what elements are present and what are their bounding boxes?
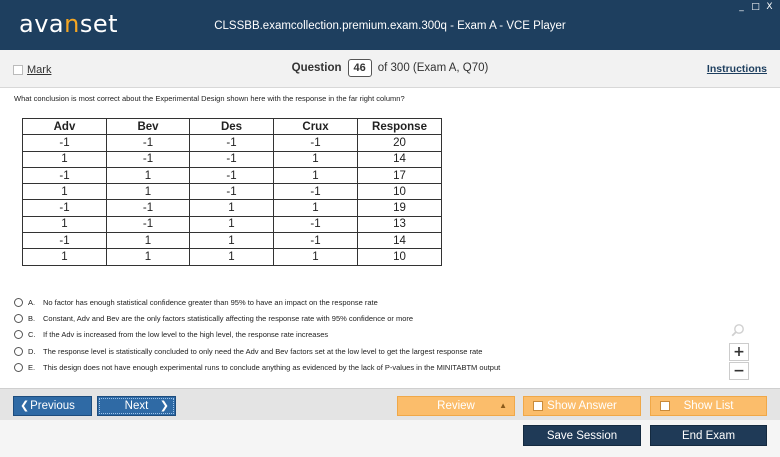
mark-label: Mark [27,64,52,76]
column-header: Adv [23,119,107,135]
bottom-bar [0,420,780,457]
table-cell: 1 [23,184,107,200]
table-cell: 14 [358,151,442,167]
option-letter: C. [28,330,36,340]
next-label: Next [124,400,149,412]
table-cell: 1 [190,216,274,232]
table-cell: 1 [190,200,274,216]
zoom-out-button[interactable]: − [729,362,749,380]
show-list-label: Show List [683,400,734,412]
triangle-up-icon: ▲ [499,401,507,410]
table-cell: -1 [274,233,358,249]
save-session-button[interactable]: Save Session [523,425,641,446]
question-of-label: of 300 (Exam A, Q70) [377,62,489,74]
table-cell: 14 [358,233,442,249]
option-text: No factor has enough statistical confidence greater than 95% to have an impact on the response rate [43,297,378,307]
table-cell: -1 [107,216,190,232]
table-cell: 1 [107,184,190,200]
table-cell: 1 [107,249,190,265]
zoom-in-button[interactable]: + [729,343,749,361]
question-label: Question [291,62,342,74]
table-cell: -1 [190,167,274,183]
show-list-toggle[interactable] [650,396,767,416]
design-table [22,118,442,266]
checkbox-icon[interactable] [533,401,543,411]
option-text: This design does not have enough experimental runs to conclude anything as evidenced by the lack of P-values in the MINITABTM output [43,363,501,373]
maximize-icon[interactable]: □ [751,2,760,12]
checkbox-icon[interactable] [660,401,670,411]
previous-label: Previous [30,400,75,412]
table-row [23,151,442,167]
answer-option-d[interactable] [14,343,714,359]
table-cell: -1 [274,216,358,232]
table-cell: -1 [23,200,107,216]
option-text: Constant, Adv and Bev are the only factors statistically affecting the response rate with 95% confidence or more [43,314,414,324]
answer-option-e[interactable] [14,360,714,376]
table-cell: 1 [107,167,190,183]
radio-button[interactable] [14,314,23,323]
table-cell: -1 [23,167,107,183]
table-cell: 1 [23,216,107,232]
answer-option-c[interactable] [14,327,714,343]
option-letter: D. [28,346,36,356]
magnifier-icon [731,323,745,337]
option-letter: A. [28,297,36,307]
window-title: CLSSBB.examcollection.premium.exam.300q - Exam A - VCE Player [214,20,566,32]
radio-button[interactable] [14,330,23,339]
table-row [23,233,442,249]
table-cell: 17 [358,167,442,183]
table-row [23,216,442,232]
option-text: If the Adv is increased from the low level to the high level, the response rate increases [43,330,329,340]
review-button[interactable] [397,396,515,416]
table-row [23,184,442,200]
instructions-link[interactable]: Instructions [706,63,767,75]
previous-button[interactable] [13,396,92,416]
table-cell: 1 [107,233,190,249]
table-cell: 1 [190,233,274,249]
navigation-bar [0,388,780,420]
show-answer-toggle[interactable] [523,396,641,416]
table-cell: -1 [274,184,358,200]
radio-button[interactable] [14,347,23,356]
show-answer-label: Show Answer [547,400,617,412]
table-header-row [23,119,442,135]
radio-button[interactable] [14,363,23,372]
table-cell: 1 [274,151,358,167]
table-cell: 1 [190,249,274,265]
table-cell: 10 [358,184,442,200]
table-cell: 1 [274,167,358,183]
column-header: Bev [107,119,190,135]
table-row [23,249,442,265]
radio-button[interactable] [14,298,23,307]
window-controls [737,2,774,12]
table-cell: -1 [190,184,274,200]
question-number-input[interactable]: 46 [348,59,372,77]
table-cell: -1 [23,233,107,249]
table-cell: 20 [358,135,442,151]
table-cell: -1 [23,135,107,151]
close-icon[interactable]: X [766,2,773,12]
table-cell: -1 [190,135,274,151]
table-cell: 13 [358,216,442,232]
table-cell: 1 [23,151,107,167]
question-text: What conclusion is most correct about the Experimental Design shown here with the response in the far right column? [14,94,405,103]
chevron-left-icon: ❮ [20,400,30,412]
table-cell: 1 [274,249,358,265]
app-logo: avanset [19,10,119,38]
option-letter: B. [28,314,36,324]
table-cell: -1 [107,200,190,216]
table-cell: -1 [190,151,274,167]
review-label: Review [437,400,475,412]
chevron-right-icon: ❯ [159,400,169,412]
table-cell: -1 [274,135,358,151]
option-letter: E. [28,363,36,373]
table-cell: 1 [23,249,107,265]
table-row [23,200,442,216]
table-cell: -1 [107,151,190,167]
table-cell: 19 [358,200,442,216]
end-exam-button[interactable]: End Exam [650,425,767,446]
answer-option-b[interactable] [14,310,714,326]
answer-option-a[interactable] [14,294,714,310]
question-header [0,50,780,88]
next-button[interactable] [97,396,176,416]
table-row [23,135,442,151]
table-cell: -1 [107,135,190,151]
table-cell: 1 [274,200,358,216]
column-header: Crux [274,119,358,135]
answer-options [14,294,714,376]
table-cell: 10 [358,249,442,265]
table-row [23,167,442,183]
minimize-icon[interactable]: _ [739,2,744,12]
column-header: Des [190,119,274,135]
title-bar [0,0,780,50]
option-text: The response level is statistically concluded to only need the Adv and Bev factors set at the low level to get the largest response rate [43,346,483,356]
column-header: Response [358,119,442,135]
question-counter [0,59,780,77]
